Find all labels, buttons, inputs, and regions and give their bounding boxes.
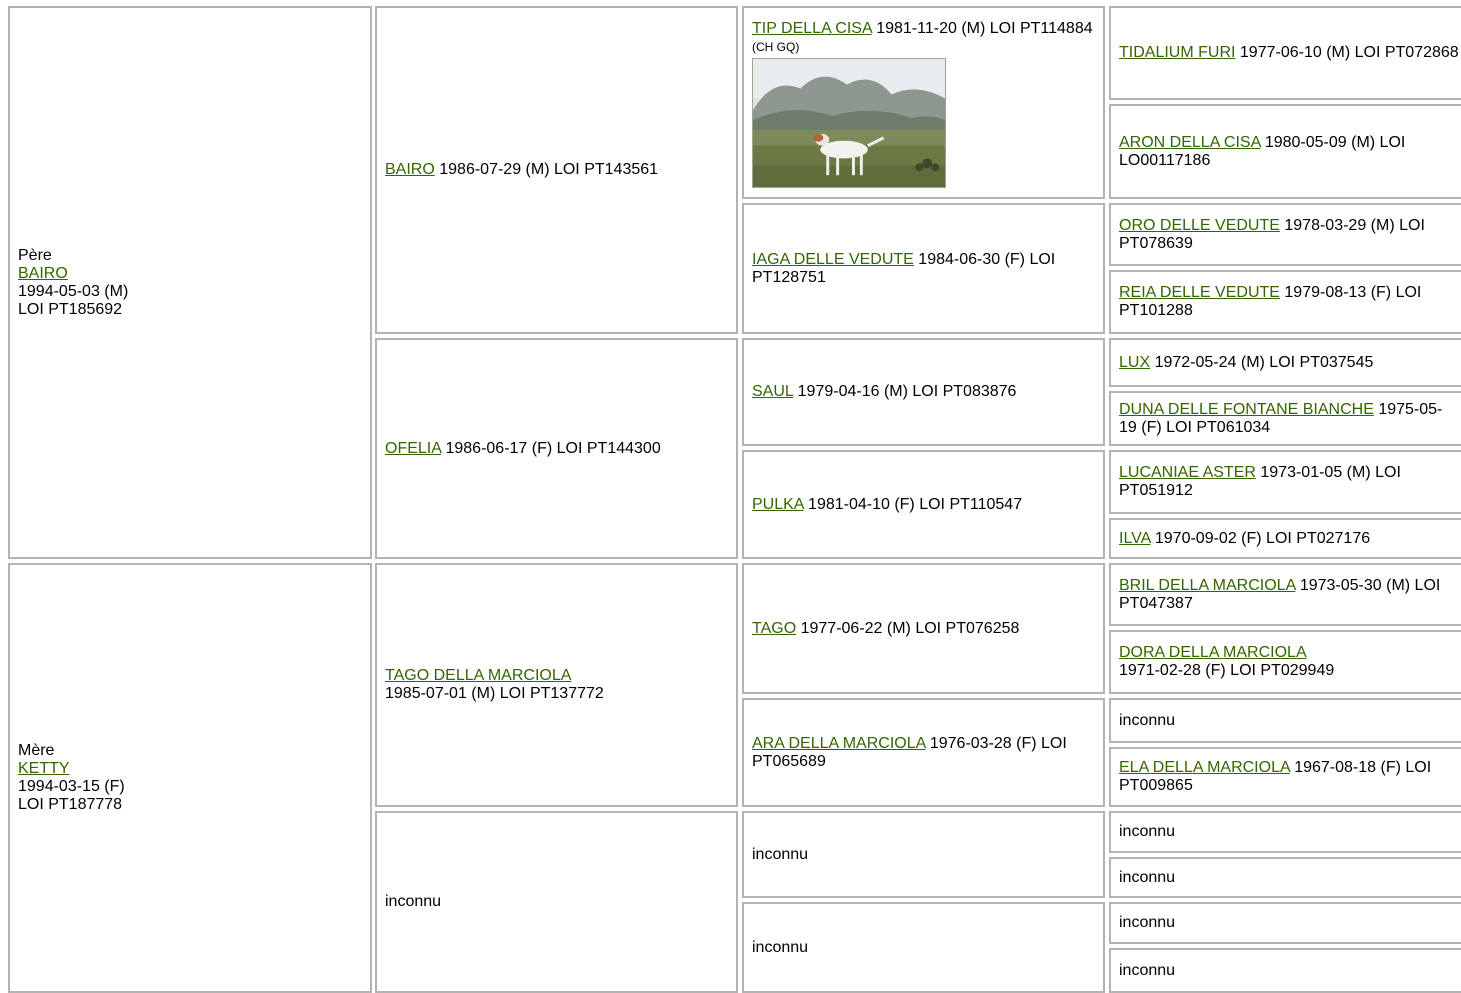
ancestor-entry <box>1119 464 1459 500</box>
sire-block <box>18 247 128 319</box>
ancestor-cell-3-7 <box>742 811 1105 898</box>
ancestor-unknown: inconnu <box>752 938 809 956</box>
ancestor-cell-4-5 <box>1109 338 1461 387</box>
ancestor-cell-3-8 <box>742 902 1105 993</box>
ancestor-cell-3-1 <box>742 6 1105 199</box>
ancestor-entry <box>385 440 661 458</box>
sire-cell <box>8 6 372 559</box>
ancestor-unknown: inconnu <box>752 845 809 863</box>
ancestor-entry <box>752 251 1095 287</box>
ancestor-link[interactable]: BRIL DELLA MARCIOLA <box>1119 576 1296 594</box>
dam-birth: 1994-03-15 (F) <box>18 778 125 795</box>
ancestor-link[interactable]: ARON DELLA CISA <box>1119 133 1261 151</box>
sire-birth: 1994-05-03 (M) <box>18 282 129 300</box>
ancestor-info: 1986-07-29 (M) LOI PT143561 <box>434 161 659 178</box>
ancestor-cell-3-5 <box>742 563 1105 694</box>
ancestor-unknown: inconnu <box>1119 823 1176 840</box>
ancestor-cell-4-3 <box>1109 203 1461 266</box>
ancestor-cell-4-14 <box>1109 857 1461 898</box>
ancestor-cell-4-1 <box>1109 6 1461 100</box>
ancestor-entry <box>1119 354 1373 372</box>
dam-sire-cell <box>375 563 738 807</box>
ancestor-info: 1979-04-16 (M) LOI PT083876 <box>793 383 1017 400</box>
ancestor-entry <box>1119 44 1459 62</box>
ancestor-cell-4-9 <box>1109 563 1461 626</box>
sire-role: Père <box>18 246 52 264</box>
ancestor-entry <box>1119 401 1459 437</box>
ancestor-link[interactable]: TIP DELLA CISA <box>752 20 872 37</box>
ancestor-cell-4-11 <box>1109 698 1461 743</box>
ancestor-entry <box>1119 134 1459 170</box>
ancestor-info: 1978-03-29 (M) LOI PT078639 <box>1119 216 1425 252</box>
ancestor-info: 1970-09-02 (F) LOI PT027176 <box>1150 529 1371 547</box>
ancestor-cell-4-6 <box>1109 391 1461 446</box>
ancestor-cell-3-3 <box>742 338 1105 446</box>
ancestor-entry <box>1119 217 1459 253</box>
ancestor-info: 1985-07-01 (M) LOI PT137772 <box>385 685 604 702</box>
ancestor-unknown: inconnu <box>1119 711 1176 729</box>
ancestor-link[interactable]: REIA DELLE VEDUTE <box>1119 284 1280 301</box>
ancestor-link[interactable]: ORO DELLE VEDUTE <box>1119 216 1280 234</box>
ancestor-unknown: inconnu <box>385 893 442 910</box>
ancestor-cell-4-13 <box>1109 811 1461 853</box>
sire-dam-cell <box>375 338 738 559</box>
ancestor-info: 1973-05-30 (M) LOI PT047387 <box>1119 576 1441 612</box>
ancestor-entry <box>385 667 604 703</box>
ancestor-cell-3-6 <box>742 698 1105 807</box>
ancestor-entry <box>752 383 1016 401</box>
ancestor-info: 1977-06-22 (M) LOI PT076258 <box>796 619 1020 637</box>
dam-block <box>18 742 125 814</box>
ancestor-entry <box>1119 284 1459 320</box>
ancestor-link[interactable]: TIDALIUM FURI <box>1119 44 1236 61</box>
ancestor-link[interactable]: ILVA <box>1119 529 1151 547</box>
ancestor-link[interactable]: PULKA <box>752 495 804 513</box>
ancestor-entry <box>752 620 1019 638</box>
ancestor-info: 1972-05-24 (M) LOI PT037545 <box>1150 353 1374 371</box>
ancestor-cell-4-7 <box>1109 450 1461 514</box>
ancestor-cell-4-16 <box>1109 948 1461 993</box>
sire-sire-cell <box>375 6 738 334</box>
ancestor-link[interactable]: SAUL <box>752 383 794 400</box>
ancestor-info: 1976-03-28 (F) LOI PT065689 <box>752 734 1067 770</box>
sire-name-link[interactable]: BAIRO <box>18 264 68 282</box>
ancestor-cell-4-8 <box>1109 518 1461 559</box>
dam-dam-cell <box>375 811 738 993</box>
ancestor-entry <box>1119 759 1459 795</box>
ancestor-entry <box>1119 644 1334 680</box>
ancestor-info: 1986-06-17 (F) LOI PT144300 <box>441 439 661 457</box>
ancestor-link[interactable]: DORA DELLA MARCIOLA <box>1119 644 1307 661</box>
ancestor-cell-4-4 <box>1109 270 1461 334</box>
ancestor-entry <box>1119 530 1370 548</box>
ancestor-cell-3-2 <box>742 203 1105 334</box>
ancestor-info: 1980-05-09 (M) LOI LO00117186 <box>1119 133 1406 169</box>
ancestor-cell-3-4 <box>742 450 1105 559</box>
ancestor-info: 1975-05-19 (F) LOI PT061034 <box>1119 400 1443 436</box>
ancestor-info: 1984-06-30 (F) LOI PT128751 <box>752 250 1056 286</box>
ancestor-info: 1967-08-18 (F) LOI PT009865 <box>1119 759 1432 794</box>
ancestor-unknown: inconnu <box>1119 868 1176 886</box>
ancestor-cell-4-2 <box>1109 104 1461 199</box>
ancestor-entry <box>752 496 1022 514</box>
ancestor-unknown: inconnu <box>1119 961 1176 979</box>
ancestor-info: 1981-04-10 (F) LOI PT110547 <box>803 495 1023 513</box>
ancestor-info: 1979-08-13 (F) LOI PT101288 <box>1119 284 1422 319</box>
ancestor-cell-4-15 <box>1109 902 1461 944</box>
ancestor-info: 1971-02-28 (F) LOI PT029949 <box>1119 662 1335 679</box>
ancestor-link[interactable]: TAGO DELLA MARCIOLA <box>385 667 572 684</box>
ancestor-cell-4-10 <box>1109 630 1461 694</box>
ancestor-link[interactable]: IAGA DELLE VEDUTE <box>752 250 914 268</box>
ancestor-link[interactable]: OFELIA <box>385 439 442 457</box>
ancestor-info: 1973-01-05 (M) LOI PT051912 <box>1119 464 1401 499</box>
dam-registration: LOI PT187778 <box>18 796 123 813</box>
ancestor-unknown: inconnu <box>1119 914 1176 931</box>
ancestor-link[interactable]: LUX <box>1119 353 1151 371</box>
dam-cell <box>8 563 372 993</box>
ancestor-info: 1977-06-10 (M) LOI PT072868 <box>1235 44 1459 61</box>
ancestor-entry <box>385 161 658 179</box>
sire-registration: LOI PT185692 <box>18 300 123 318</box>
ancestor-link[interactable]: DUNA DELLE FONTANE BIANCHE <box>1119 400 1374 418</box>
dog-photo[interactable] <box>752 58 946 188</box>
dam-role: Mère <box>18 742 55 759</box>
ancestor-link[interactable]: LUCANIAE ASTER <box>1119 464 1256 481</box>
dam-name-link[interactable]: KETTY <box>18 760 70 777</box>
ancestor-entry <box>752 735 1095 771</box>
ancestor-link[interactable]: TAGO <box>752 619 797 637</box>
ancestor-entry <box>1119 577 1459 613</box>
ancestor-cell-4-12 <box>1109 747 1461 807</box>
ancestor-entry <box>752 20 1095 188</box>
ancestor-link[interactable]: ARA DELLA MARCIOLA <box>752 734 926 752</box>
ancestor-info: 1981-11-20 (M) LOI PT114884 <box>871 20 1093 37</box>
title-badge: (CH GQ) <box>752 40 800 54</box>
ancestor-link[interactable]: BAIRO <box>385 161 435 178</box>
ancestor-link[interactable]: ELA DELLA MARCIOLA <box>1119 759 1290 776</box>
